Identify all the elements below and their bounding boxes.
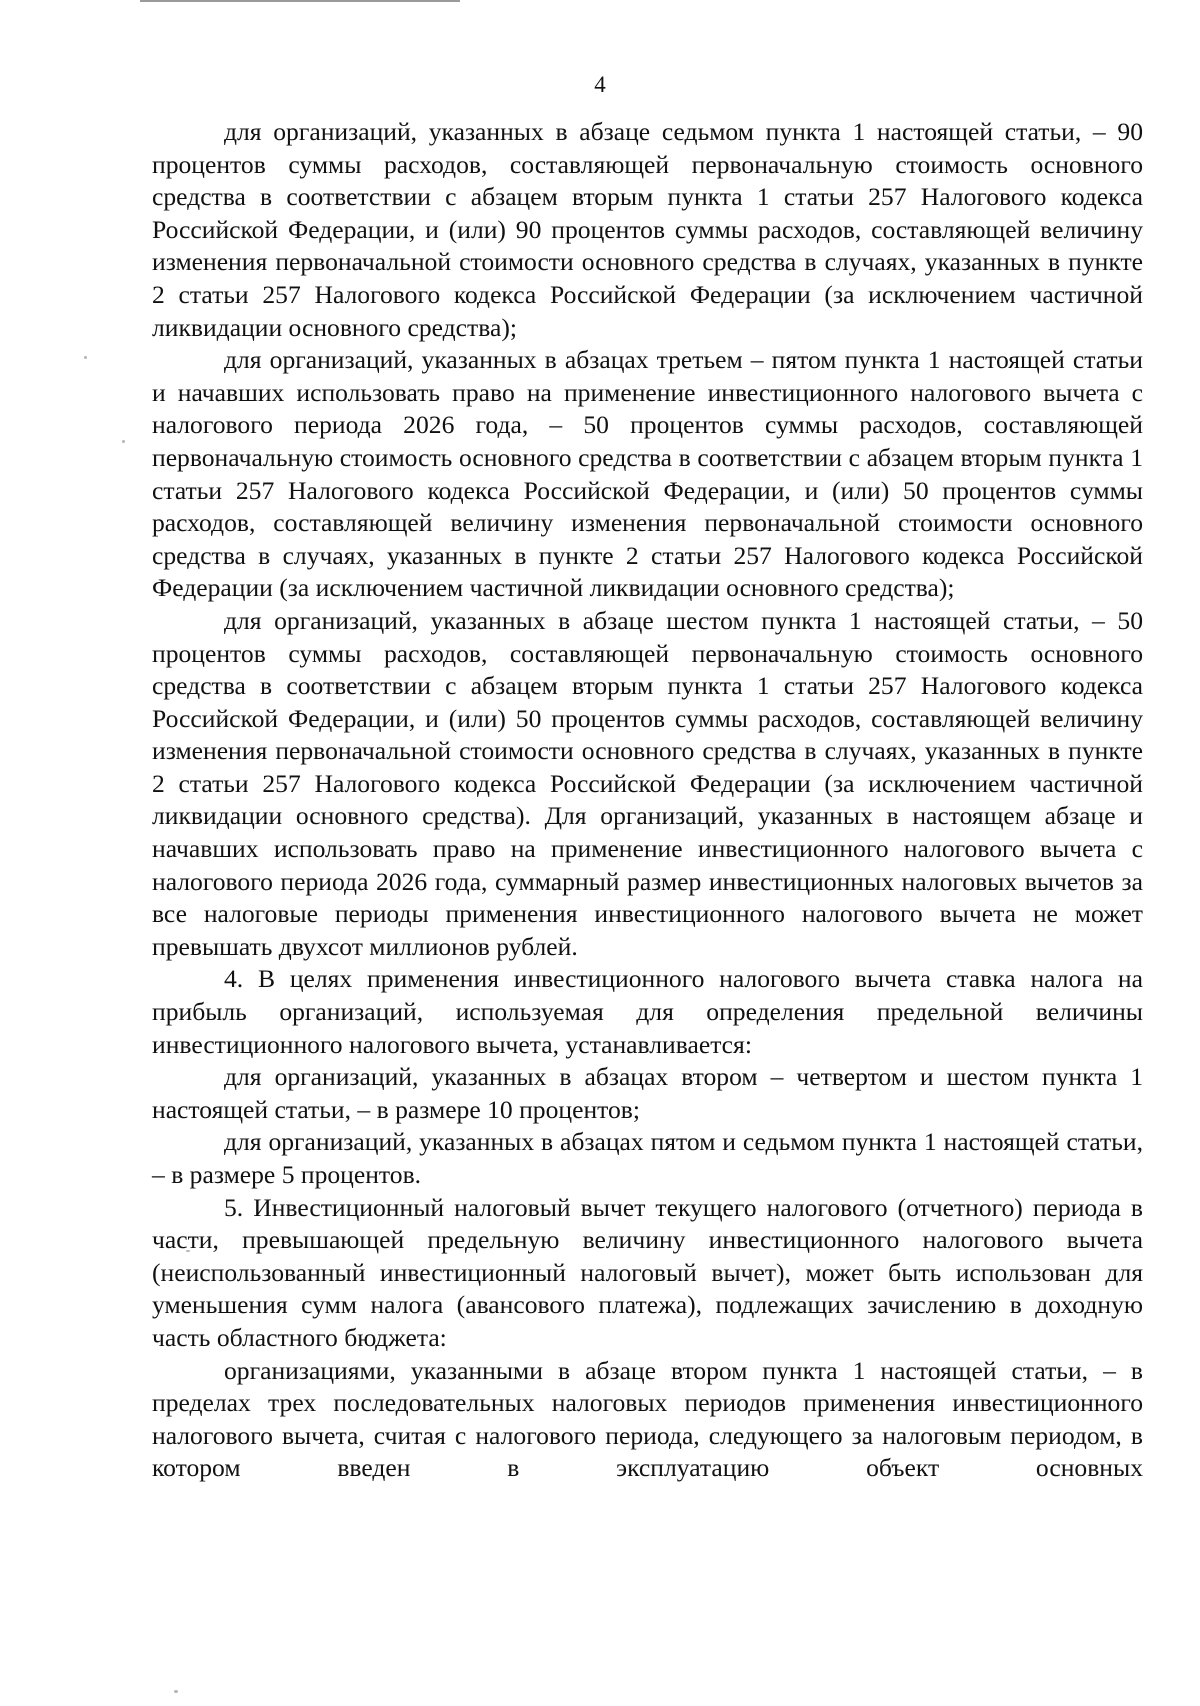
paragraph: организациями, указанными в абзаце втором пункта 1 настоящей статьи, – в пределах трех последовательных налоговых периодов применения инвестиционного налогового вычета, считая с налогового периода, следующего за налоговым периодом, в котором введен в эксплуатацию объект основных [152, 1355, 1143, 1483]
paragraph: для организаций, указанных в абзаце седьмом пункта 1 настоящей статьи, – 90 процентов суммы расходов, составляющей первоначальную стоимость основного средства в соответствии с абзацем вторым пункта 1 статьи 257 Налогового кодекса Российской Федерации, и (или) 90 процентов суммы расходов, составляющей величину изменения первоначальной стоимости основного средства в случаях, указанных в пункте 2 статьи 257 Налогового кодекса Российской Федерации (за исключением частичной ликвидации основного средства); [152, 117, 1143, 342]
scan-speck [174, 1690, 178, 1693]
paragraph: 4. В целях применения инвестиционного налогового вычета ставка налога на прибыль организаций, используемая для определения предельной величины инвестиционного налогового вычета, устанавливается: [152, 964, 1143, 1059]
page-number: 4 [594, 72, 606, 97]
document-body [152, 116, 1143, 1485]
paragraph: 5. Инвестиционный налоговый вычет текущего налогового (отчетного) периода в части, превышающей предельную величину инвестиционного налогового вычета (неиспользованный инвестиционный налоговый вычет), может быть использован для уменьшения сумм налога (авансового платежа), подлежащих зачислению в доходную часть областного бюджета: [152, 1192, 1143, 1352]
paragraph: для организаций, указанных в абзацах третьем – пятом пункта 1 настоящей статьи и начавших использовать право на применение инвестиционного налогового вычета с налогового периода 2026 года, – 50 процентов суммы расходов, составляющей первоначальную стоимость основного средства в соответствии с абзацем вторым пункта 1 статьи 257 Налогового кодекса Российской Федерации, и (или) 50 процентов суммы расходов, составляющей величину изменения первоначальной стоимости основного средства в случаях, указанных в пункте 2 статьи 257 Налогового кодекса Российской Федерации (за исключением частичной ликвидации основного средства); [152, 345, 1143, 603]
paragraph: для организаций, указанных в абзацах пятом и седьмом пункта 1 настоящей статьи, – в размере 5 процентов. [152, 1127, 1143, 1189]
scan-edge-line [140, 0, 460, 2]
paragraph: для организаций, указанных в абзаце шестом пункта 1 настоящей статьи, – 50 процентов суммы расходов, составляющей первоначальную стоимость основного средства в соответствии с абзацем вторым пункта 1 статьи 257 Налогового кодекса Российской Федерации, и (или) 50 процентов суммы расходов, составляющей величину изменения первоначальной стоимости основного средства в случаях, указанных в пункте 2 статьи 257 Налогового кодекса Российской Федерации (за исключением частичной ликвидации основного средства). Для организаций, указанных в настоящем абзаце и начавших использовать право на применение инвестиционного налогового вычета с налогового периода 2026 года, суммарный размер инвестиционных налоговых вычетов за все налоговые периоды применения инвестиционного налогового вычета не может превышать двухсот миллионов рублей. [152, 605, 1143, 961]
paragraph: для организаций, указанных в абзацах втором – четвертом и шестом пункта 1 настоящей статьи, – в размере 10 процентов; [152, 1062, 1143, 1124]
scan-speck [84, 356, 87, 359]
scan-speck [122, 440, 125, 443]
